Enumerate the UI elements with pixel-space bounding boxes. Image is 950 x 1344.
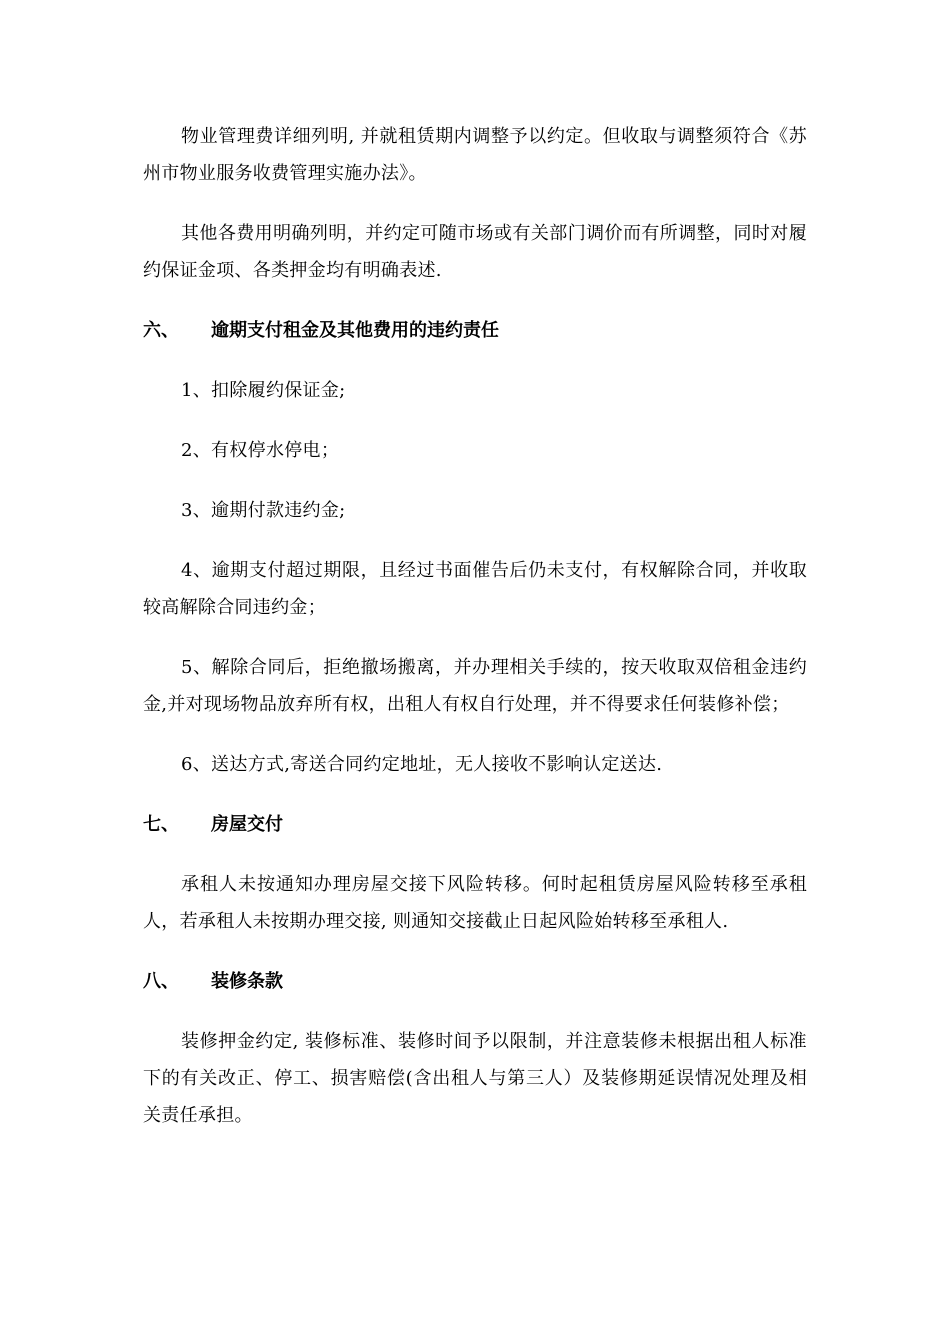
section-heading-renovation <box>143 963 807 1000</box>
list-item: 3、逾期付款违约金; <box>181 500 346 521</box>
document-page <box>143 118 807 1157</box>
list-item: 1、扣除履约保证金; <box>181 380 346 401</box>
renovation-paragraph: 装修押金约定, 装修标准、装修时间予以限制，并注意装修未根据出租人标准下的有关改正、停工、损害赔偿(含出租人与第三人）及装修期延误情况处理及相关责任承担。 <box>143 1031 807 1126</box>
section-heading-overdue <box>143 312 807 349</box>
list-item: 2、有权停水停电； <box>181 440 340 461</box>
delivery-paragraph: 承租人未按通知办理房屋交接下风险转移。何时起租赁房屋风险转移至承租人，若承租人未按期办理交接, 则通知交接截止日起风险始转移至承租人. <box>143 874 807 932</box>
section-heading-delivery <box>143 806 807 843</box>
other-fees-paragraph: 其他各费用明确列明，并约定可随市场或有关部门调价而有所调整，同时对履约保证金项、各类押金均有明确表述. <box>143 223 807 281</box>
list-item: 5、解除合同后，拒绝撤场搬离，并办理相关手续的，按天收取双倍租金违约金,并对现场物品放弃所有权，出租人有权自行处理，并不得要求任何装修补偿； <box>143 657 807 715</box>
list-item: 6、送达方式,寄送合同约定地址，无人接收不影响认定送达. <box>181 754 663 775</box>
section-number: 七、 <box>143 814 179 835</box>
section-title: 装修条款 <box>211 971 283 992</box>
property-fee-paragraph: 物业管理费详细列明, 并就租赁期内调整予以约定。但收取与调整须符合《苏州市物业服务收费管理实施办法》。 <box>143 126 807 184</box>
section-title: 逾期支付租金及其他费用的违约责任 <box>211 320 499 341</box>
section-number: 八、 <box>143 971 179 992</box>
section-title: 房屋交付 <box>211 814 283 835</box>
list-item: 4、逾期支付超过期限，且经过书面催告后仍未支付，有权解除合同，并收取较高解除合同违约金； <box>143 560 807 618</box>
section-number: 六、 <box>143 320 179 341</box>
